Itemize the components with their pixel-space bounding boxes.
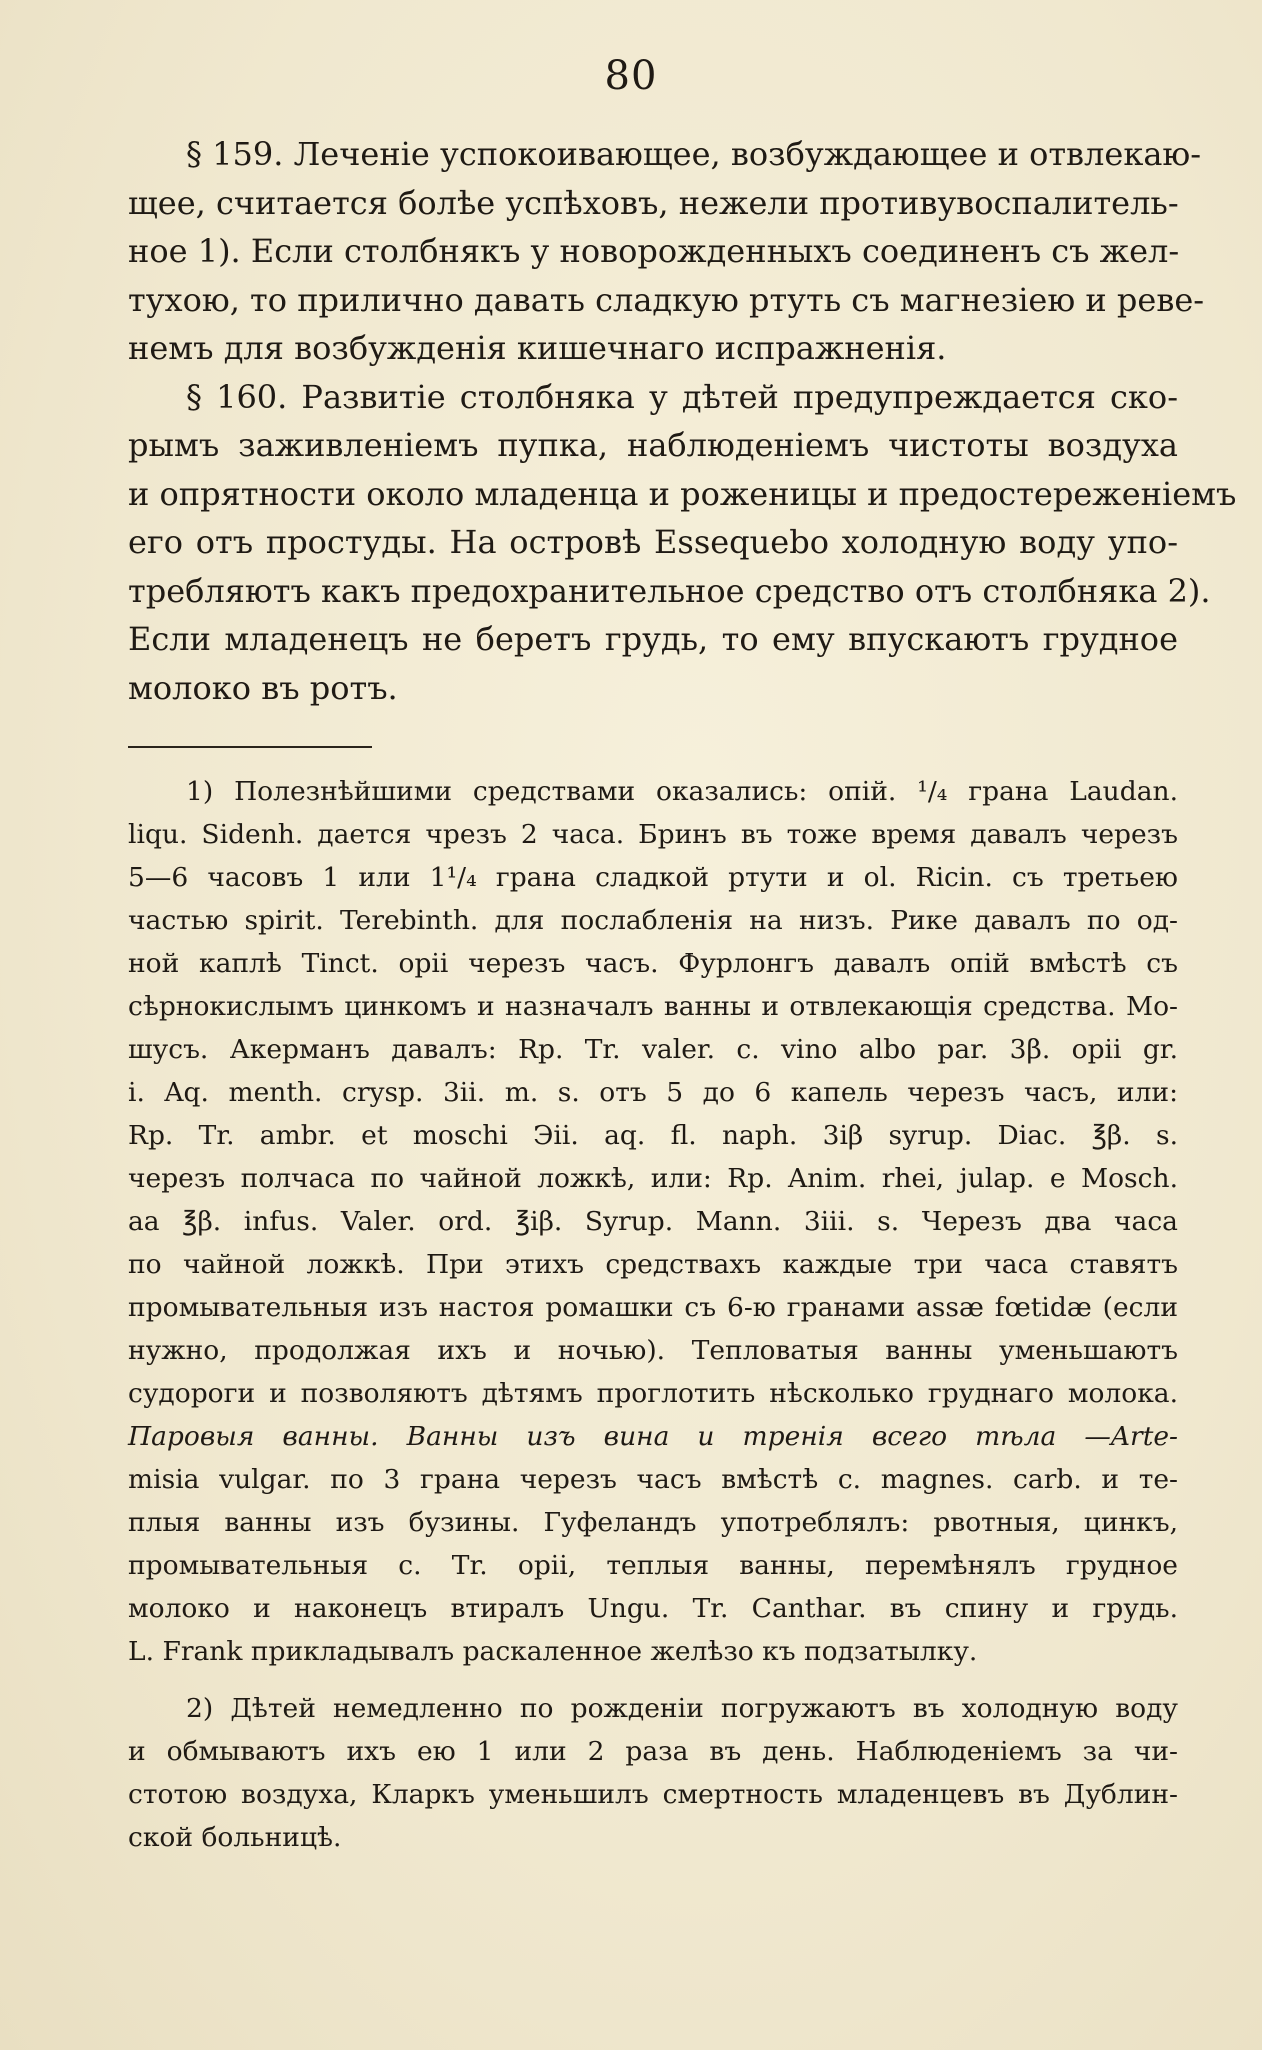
footnote-line: промывательныя изъ настоя ромашки съ 6-ю гранами assæ fœtidæ (если [128, 1292, 1178, 1323]
text-line: щее, считается болѣе успѣховъ, нежели противувоспалитель- [128, 183, 1179, 222]
footnote-line: черезъ полчаса по чайной ложкѣ, или: Rp. Anim. rhei, julap. e Mosch. [128, 1163, 1178, 1194]
footnote-line: стотою воздуха, Кларкъ уменьшилъ смертность младенцевъ въ Дублин- [128, 1779, 1178, 1810]
text-line: § 159. Леченіе успокоивающее, возбуждающее и отвлекаю- [186, 135, 1202, 173]
text-line: его отъ простуды. На островѣ Essequebo холодную воду упо- [128, 523, 1178, 561]
footnote-line: шусъ. Акерманъ давалъ: Rp. Tr. valer. c. vino albo par. 3β. opii gr. [128, 1034, 1178, 1065]
footnote-line: судороги и позволяютъ дѣтямъ проглотить нѣсколько груднаго молока. [128, 1378, 1178, 1409]
text-line: и опрятности около младенца и роженицы и предостереженіемъ [128, 474, 1237, 513]
footnote-line: промывательныя с. Tr. opii, теплыя ванны, перемѣнялъ грудное [128, 1550, 1178, 1581]
footnote-line: молоко и наконецъ втиралъ Ungu. Tr. Canthar. въ спину и грудь. [128, 1593, 1178, 1624]
footnote-line: liqu. Sidenh. дается чрезъ 2 часа. Бринъ въ тоже время давалъ черезъ [128, 819, 1178, 850]
footnote-line: Паровыя ванны. Ванны изъ вина и тренія всего тѣла —Arte- [128, 1421, 1178, 1452]
footnote-line: 1) Полезнѣйшими средствами оказались: опій. ¹/₄ грана Laudan. [186, 776, 1178, 807]
text-line: рымъ заживленіемъ пупка, наблюденіемъ чистоты воздуха [128, 426, 1178, 464]
footnote-line: и обмываютъ ихъ ею 1 или 2 раза въ день. Наблюденіемъ за чи- [128, 1736, 1178, 1767]
footnotes [128, 770, 1178, 1859]
footnote-line: частью spirit. Terebinth. для послабленія на низъ. Рике давалъ по од- [128, 905, 1178, 936]
footnote-line: misia vulgar. по 3 грана черезъ часъ вмѣстѣ с. magnes. carb. и те- [128, 1464, 1178, 1495]
footnote-line: i. Aq. menth. crysp. 3ii. m. s. отъ 5 до 6 капель черезъ часъ, или: [128, 1077, 1178, 1108]
footnote-line: ной каплѣ Tinct. opii черезъ часъ. Фурлонгъ давалъ опій вмѣстѣ съ [128, 948, 1178, 979]
footnote-line: нужно, продолжая ихъ и ночью). Тепловатыя ванны уменьшаютъ [128, 1335, 1178, 1366]
footnote-divider [128, 746, 372, 748]
text-line: требляютъ какъ предохранительное средство отъ столбняка 2). [128, 571, 1211, 610]
text-line: немъ для возбужденія кишечнаго испражненія. [128, 329, 947, 367]
footnote-line: aa ℥β. infus. Valer. ord. ℥iβ. Syrup. Mann. 3iii. s. Черезъ два часа [128, 1206, 1178, 1237]
footnote-1 [128, 770, 1178, 1673]
paragraph-159 [128, 130, 1205, 373]
footnote-line: L. Frank прикладывалъ раскаленное желѣзо къ подзатылку. [128, 1636, 978, 1667]
main-text [128, 130, 1237, 712]
text-line: Если младенецъ не беретъ грудь, то ему впускаютъ грудное [128, 620, 1178, 658]
footnote-line: ской больницѣ. [128, 1822, 342, 1853]
text-line: тухою, то прилично давать сладкую ртуть съ магнезіею и реве- [128, 280, 1205, 319]
footnote-line: плыя ванны изъ бузины. Гуфеландъ употреблялъ: рвотныя, цинкъ, [128, 1507, 1178, 1538]
text-line: § 160. Развитіе столбняка у дѣтей предупреждается ско- [186, 377, 1178, 416]
footnote-line: сѣрнокислымъ цинкомъ и назначалъ ванны и отвлекающія средства. Мо- [128, 991, 1178, 1022]
footnote-2 [128, 1687, 1178, 1859]
text-line: молоко въ ротъ. [128, 668, 398, 707]
page-number: 80 [604, 53, 658, 99]
footnote-line: 2) Дѣтей немедленно по рожденіи погружаютъ въ холодную воду [186, 1693, 1178, 1724]
footnote-line: по чайной ложкѣ. При этихъ средствахъ каждые три часа ставятъ [128, 1249, 1178, 1280]
footnote-line: Rp. Tr. ambr. et moschi Эii. aq. fl. naph. 3iβ syrup. Diac. ℥β. s. [128, 1120, 1178, 1151]
footnote-gap [128, 1673, 1178, 1687]
paragraph-160 [128, 373, 1237, 713]
footnote-line: 5—6 часовъ 1 или 1¹/₄ грана сладкой ртути и ol. Ricin. съ третьею [128, 862, 1178, 893]
text-line: ное 1). Если столбнякъ у новорожденныхъ соединенъ съ жел- [128, 232, 1180, 270]
